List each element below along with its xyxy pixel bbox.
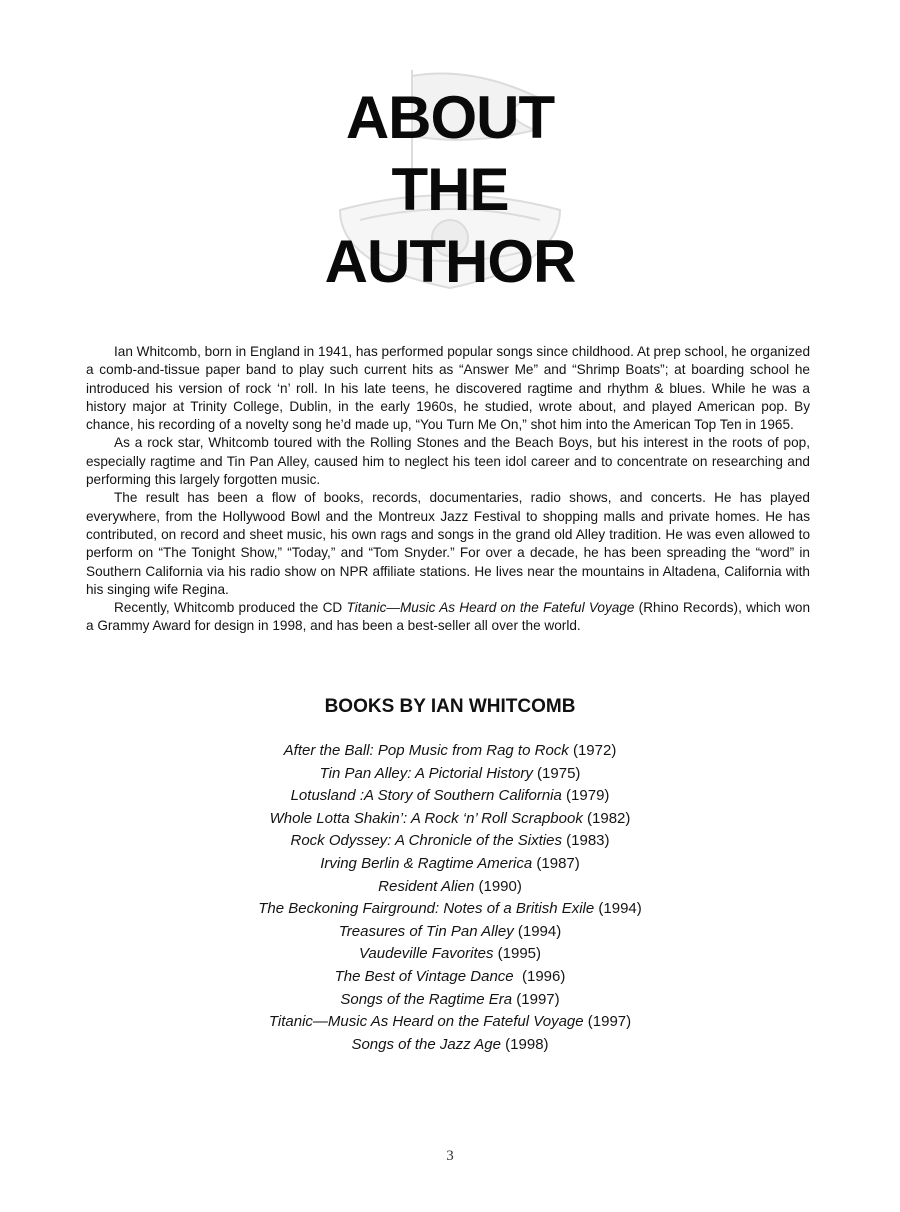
book-item — [0, 740, 900, 763]
book-item — [0, 763, 900, 786]
book-year: (1994) — [594, 900, 642, 918]
book-year: (1995) — [493, 945, 542, 963]
book-item — [0, 830, 900, 853]
book-title: Titanic—Music As Heard on the Fateful Voyage — [268, 1013, 584, 1031]
book-item — [0, 898, 900, 921]
page-title — [0, 82, 900, 298]
book-year: (1994) — [513, 922, 562, 940]
book-title: The Beckoning Fairground: Notes of a British Exile — [258, 900, 595, 918]
book-title: Songs of the Jazz Age — [351, 1035, 501, 1053]
book-item — [0, 966, 900, 989]
bio-paragraph — [86, 599, 810, 636]
book-item — [0, 785, 900, 808]
bio-text: Recently, Whitcomb produced the CD — [114, 600, 347, 616]
book-item — [0, 1011, 900, 1034]
bio-text: (Rhino Records), which won a Grammy Award for design in 1998, and has been a best-seller all over the world. — [86, 600, 811, 634]
book-title: Songs of the Ragtime Era — [340, 990, 513, 1008]
book-year: (1983) — [561, 832, 610, 850]
book-year: (1990) — [474, 877, 522, 895]
book-year: (1997) — [512, 990, 560, 1008]
book-title: Whole Lotta Shakin’: A Rock ‘n’ Roll Scrapbook — [269, 809, 583, 827]
bio-paragraph: As a rock star, Whitcomb toured with the Rolling Stones and the Beach Boys, but his interest in the roots of pop, especially ragtime and Tin Pan Alley, caused him to neglect his teen idol career and to concentrate on researching and performing this largely forgotten music. — [86, 435, 810, 488]
title-line: ABOUT — [345, 84, 555, 151]
book-year: (1982) — [582, 809, 631, 827]
book-item — [0, 808, 900, 831]
cd-title: Titanic—Music As Heard on the Fateful Voyage — [346, 600, 635, 616]
book-item — [0, 1034, 900, 1057]
book-item — [0, 853, 900, 876]
books-heading: BOOKS BY IAN WHITCOMB — [324, 696, 576, 717]
bio-paragraph: The result has been a flow of books, records, documentaries, radio shows, and concerts. He has played everywhere, from the Hollywood Bowl and the Montreux Jazz Festival to shopping malls and private homes. He has contributed, on record and sheet music, his own rags and songs in the grand old Alley tradition. He was even allowed to perform on “The Tonight Show,” “Today,” and “Tom Snyder.” For over a decade, he has been spreading the “word” in Southern California via his radio show on NPR affiliate stations. He lives near the mountains in Altadena, California with his singing wife Regina. — [86, 490, 810, 597]
title-line: THE — [391, 156, 509, 223]
books-list — [0, 740, 900, 1056]
book-title: After the Ball: Pop Music from Rag to Rock — [283, 742, 569, 759]
book-title: Lotusland :A Story of Southern California — [290, 787, 562, 805]
book-year: (1998) — [501, 1035, 549, 1053]
book-title: Rock Odyssey: A Chronicle of the Sixties — [290, 832, 562, 850]
bio-paragraph: Ian Whitcomb, born in England in 1941, has performed popular songs since childhood. At prep school, he organized a comb-and-tissue paper band to play such current hits as “Answer Me” and “Shrimp Boats”; at boarding school he introduced his version of rock ‘n’ roll. In his late teens, he discovered ragtime and rhythm & blues. While he was a history major at Trinity College, Dublin, in the early 1960s, he studied, wrote about, and played American pop. By chance, his recording of a novelty song he’d made up, “You Turn Me On,” shot him into the American Top Ten in 1965. — [86, 344, 810, 433]
book-year: (1979) — [561, 787, 610, 805]
biography-text — [86, 343, 810, 636]
book-year: (1975) — [532, 764, 581, 782]
book-title: Tin Pan Alley: A Pictorial History — [319, 764, 533, 782]
book-year: (1997) — [583, 1013, 632, 1031]
book-item — [0, 943, 900, 966]
book-title: Irving Berlin & Ragtime America — [320, 854, 533, 872]
book-item — [0, 921, 900, 944]
book-title: The Best of Vintage Dance — [334, 967, 514, 985]
book-year: (1972) — [568, 742, 617, 759]
book-title: Resident Alien — [378, 877, 475, 895]
book-year: (1996) — [513, 967, 566, 985]
title-line: AUTHOR — [324, 228, 576, 295]
page-number: 3 — [446, 1148, 454, 1164]
book-item — [0, 876, 900, 899]
book-year: (1987) — [532, 854, 580, 872]
book-item — [0, 989, 900, 1012]
book-title: Vaudeville Favorites — [358, 945, 494, 963]
book-title: Treasures of Tin Pan Alley — [338, 922, 514, 940]
